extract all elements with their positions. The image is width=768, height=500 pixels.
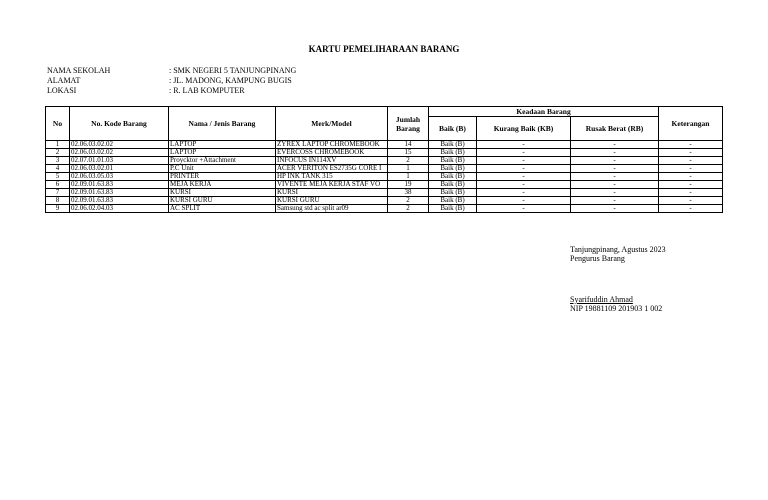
header-jumlah: Jumlah Barang [388, 107, 429, 141]
row-no: 3 [46, 157, 70, 165]
row-nama: MEJA KERJA [169, 181, 276, 189]
row-keterangan: - [659, 205, 723, 213]
row-no: 6 [46, 181, 70, 189]
row-kode: 02.06.03.02.02 [70, 141, 169, 149]
row-jumlah: 1 [388, 173, 429, 181]
row-no: 9 [46, 205, 70, 213]
header-no: No [46, 107, 70, 141]
place-date: Tanjungpinang, Agustus 2023 [570, 245, 666, 254]
header-keterangan: Keterangan [659, 107, 723, 141]
row-jumlah: 19 [388, 181, 429, 189]
row-kurang-baik: - [477, 181, 571, 189]
row-kode: 02.07.01.01.03 [70, 157, 169, 165]
row-no: 4 [46, 165, 70, 173]
info-value: : R. LAB KOMPUTER [169, 86, 245, 95]
row-nama: KURSI GURU [169, 197, 276, 205]
row-baik: Baik (B) [429, 149, 477, 157]
row-nama: P.C Unit [169, 165, 276, 173]
row-nama: Proycktor +Attachment [169, 157, 276, 165]
row-jumlah: 2 [388, 205, 429, 213]
row-baik: Baik (B) [429, 165, 477, 173]
row-merk: ACER VERITON ES2735G CORE I [276, 165, 388, 173]
header-rusak-berat: Rusak Berat (RB) [571, 117, 659, 141]
row-baik: Baik (B) [429, 189, 477, 197]
table-row [46, 165, 723, 173]
row-jumlah: 14 [388, 141, 429, 149]
row-baik: Baik (B) [429, 181, 477, 189]
school-info [47, 66, 296, 96]
row-rusak-berat: - [571, 197, 659, 205]
row-jumlah: 1 [388, 165, 429, 173]
row-rusak-berat: - [571, 157, 659, 165]
row-kode: 02.06.03.05.03 [70, 173, 169, 181]
row-no: 1 [46, 141, 70, 149]
row-merk: Samsung std ac split ar09 [276, 205, 388, 213]
row-rusak-berat: - [571, 189, 659, 197]
row-rusak-berat: - [571, 173, 659, 181]
document-title: KARTU PEMELIHARAAN BARANG [308, 44, 460, 54]
row-merk: KURSI [276, 189, 388, 197]
table-row [46, 181, 723, 189]
row-kurang-baik: - [477, 149, 571, 157]
row-kode: 02.06.03.02.01 [70, 165, 169, 173]
header-kurang-baik: Kurang Baik (KB) [477, 117, 571, 141]
info-label: NAMA SEKOLAH [47, 66, 111, 75]
table-row [46, 189, 723, 197]
info-label: LOKASI [47, 86, 77, 95]
table-row [46, 197, 723, 205]
info-row-school [47, 66, 296, 76]
table-row [46, 173, 723, 181]
info-label: ALAMAT [47, 76, 81, 85]
info-row-location [47, 86, 296, 96]
row-baik: Baik (B) [429, 157, 477, 165]
row-nama: AC SPLIT [169, 205, 276, 213]
row-merk: HP INK TANK 315 [276, 173, 388, 181]
row-nama: LAPTOP [169, 149, 276, 157]
row-merk: EVERCOSS CHROMEBOOK [276, 149, 388, 157]
row-kode: 02.09.01.63.83 [70, 189, 169, 197]
row-nama: LAPTOP [169, 141, 276, 149]
row-nama: PRINTER [169, 173, 276, 181]
info-value: : SMK NEGERI 5 TANJUNGPINANG [169, 66, 297, 75]
row-kurang-baik: - [477, 197, 571, 205]
row-kode: 02.09.01.63.83 [70, 197, 169, 205]
row-keterangan: - [659, 197, 723, 205]
signature-block [570, 245, 666, 263]
row-rusak-berat: - [571, 205, 659, 213]
row-no: 5 [46, 173, 70, 181]
row-rusak-berat: - [571, 141, 659, 149]
row-keterangan: - [659, 149, 723, 157]
header-kode: No. Kode Barang [70, 107, 169, 141]
row-no: 2 [46, 149, 70, 157]
row-keterangan: - [659, 165, 723, 173]
row-keterangan: - [659, 141, 723, 149]
table-body [46, 141, 723, 213]
row-merk: ZYREX LAPTOP CHROMEBOOK [276, 141, 388, 149]
maintenance-table [45, 106, 723, 213]
table-row [46, 205, 723, 213]
row-keterangan: - [659, 157, 723, 165]
signer-nip: NIP 19881109 201903 1 002 [570, 304, 663, 313]
signer-block [570, 295, 662, 313]
row-kurang-baik: - [477, 189, 571, 197]
header-nama: Nama / Jenis Barang [169, 107, 276, 141]
row-keterangan: - [659, 189, 723, 197]
row-jumlah: 15 [388, 149, 429, 157]
row-kurang-baik: - [477, 205, 571, 213]
info-value: : JL. MADONG, KAMPUNG BUGIS [169, 76, 292, 85]
row-jumlah: 2 [388, 157, 429, 165]
header-keadaan: Keadaan Barang [429, 107, 659, 117]
row-merk: KURSI GURU [276, 197, 388, 205]
row-keterangan: - [659, 181, 723, 189]
row-merk: INFOCUS IN114XV [276, 157, 388, 165]
row-baik: Baik (B) [429, 173, 477, 181]
row-baik: Baik (B) [429, 205, 477, 213]
row-rusak-berat: - [571, 149, 659, 157]
row-nama: KURSI [169, 189, 276, 197]
row-kode: 02.06.03.02.02 [70, 149, 169, 157]
row-no: 7 [46, 189, 70, 197]
table-row [46, 157, 723, 165]
row-keterangan: - [659, 173, 723, 181]
table-row [46, 141, 723, 149]
row-kurang-baik: - [477, 141, 571, 149]
info-row-address [47, 76, 296, 86]
signer-name: Syarifuddin Ahmad [570, 295, 633, 304]
row-kurang-baik: - [477, 157, 571, 165]
header-merk: Merk/Model [276, 107, 388, 141]
row-baik: Baik (B) [429, 197, 477, 205]
row-jumlah: 2 [388, 197, 429, 205]
row-kode: 02.09.01.63.83 [70, 181, 169, 189]
row-merk: VIVENTE MEJA KERJA STAF VO [276, 181, 388, 189]
row-kurang-baik: - [477, 165, 571, 173]
signer-role: Pengurus Barang [570, 254, 625, 263]
row-no: 8 [46, 197, 70, 205]
row-jumlah: 38 [388, 189, 429, 197]
row-rusak-berat: - [571, 165, 659, 173]
table-row [46, 149, 723, 157]
row-kode: 02.06.02.04.03 [70, 205, 169, 213]
row-baik: Baik (B) [429, 141, 477, 149]
row-rusak-berat: - [571, 181, 659, 189]
row-kurang-baik: - [477, 173, 571, 181]
header-baik: Baik (B) [429, 117, 477, 141]
